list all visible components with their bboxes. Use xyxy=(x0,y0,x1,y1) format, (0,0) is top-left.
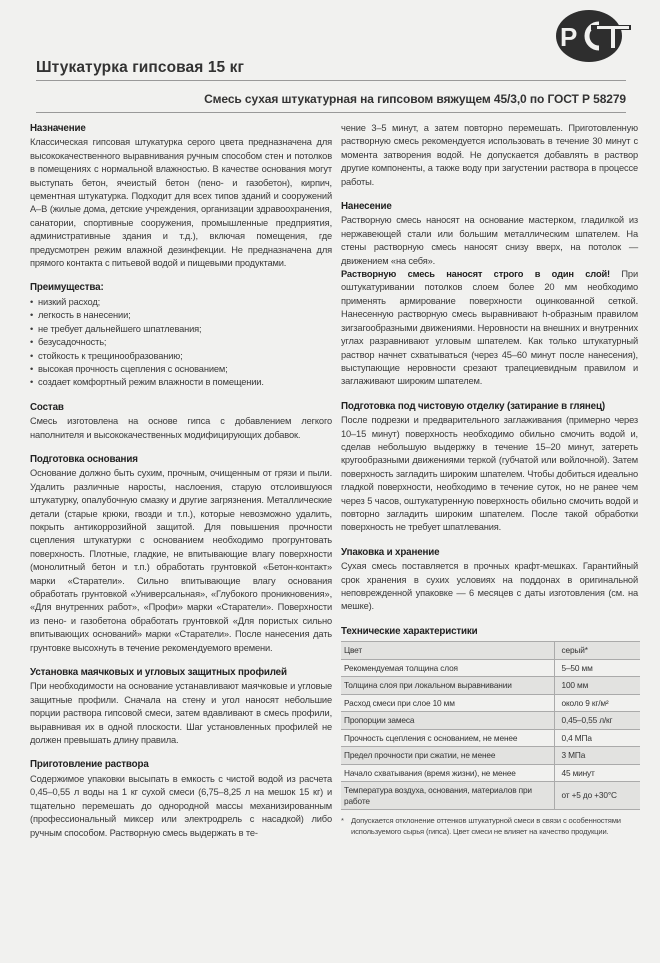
list-item: • низкий расход; xyxy=(30,296,332,309)
list-item: • не требует дальнейшего шпатлевания; xyxy=(30,323,332,336)
spec-label: Пропорции замеса xyxy=(341,712,554,730)
spec-value: 3 МПа xyxy=(554,747,640,765)
specs-heading: Технические характеристики xyxy=(341,625,478,637)
rst-certification-icon xyxy=(553,8,633,64)
table-row xyxy=(341,712,640,730)
purpose-section xyxy=(30,122,332,270)
title-divider xyxy=(36,80,626,81)
spec-value: 5–50 мм xyxy=(554,659,640,677)
application-text-1: Растворную смесь наносят на основание мастерком, гладилкой из нержавеющей стали или большим металлическим шпателем. На стены растворную смесь наносят снизу вверх, на потолок — движением «на себя». xyxy=(341,215,638,266)
base-prep-text: Основание должно быть сухим, прочным, очищенным от грязи и пыли. Удалить различные наросты, наслоения, старую отслоившуюся штукатурку, опалубочную смазку и другие загрязнения. Металлические детали (старые крюки, гвозди и т.п.), которые невозможно удалить, покрыть антикоррозийной защитой. Для повышения прочности сцепления штукатурки с основанием необходимо прогрунтовать поверхность. Плотные, гладкие, не впитывающие влагу поверхности (монолитный бетон и т.п.) обработать грунтовкой «Бетон-контакт» марки «Старатели». Сильно впитывающие влагу основания обработать грунтовкой «Универсальная», «Глубокого проникновения», «Для внутренних работ», «Профи» марки «Старатели». Поверхности из пено- и газобетона обработать грунтовкой «Для пористых сильно впитывающих оснований» марки «Старатели». После нанесения дать грунтовке высохнуть в течение рекомендуемого времени. xyxy=(30,468,332,653)
advantages-list xyxy=(30,296,332,390)
mortar-prep-text: Содержимое упаковки высыпать в емкость с чистой водой из расчета 0,45–0,55 л воды на 1 кг сухой смеси (6,75–8,25 л на мешок 15 кг) и тщательно перемешать до однородной массы механизированным (профессиональный миксер или электродрель с насадкой) либо ручным способом. Растворную смесь выдержать в те- xyxy=(30,773,332,838)
spec-label: Рекомендуемая толщина слоя xyxy=(341,659,554,677)
composition-text: Смесь изготовлена на основе гипса с добавлением легкого наполнителя и высококачественных модифицирующих добавок. xyxy=(30,416,332,440)
advantages-heading: Преимущества: xyxy=(30,282,104,294)
list-item: • создает комфортный режим влажности в помещении. xyxy=(30,376,332,389)
table-row xyxy=(341,729,640,747)
table-row xyxy=(341,782,640,810)
svg-text:Р: Р xyxy=(560,22,578,52)
application-text xyxy=(341,214,638,388)
table-row xyxy=(341,694,640,712)
mortar-prep-heading: Приготовление раствора xyxy=(30,759,149,771)
table-row xyxy=(341,764,640,782)
left-column xyxy=(30,122,332,851)
product-title: Штукатурка гипсовая 15 кг xyxy=(36,59,245,76)
profiles-section xyxy=(30,666,332,747)
profiles-text: При необходимости на основание устанавливают маячковые и угловые защитные профили. Сначала на стену и угол наносят небольшие порции раствора гипсовой смеси, затем вдавливают в смесь профили, выравнивая их в одной плоскости. Шаг установленных профилей не должен превышать длину правила. xyxy=(30,681,332,746)
table-row xyxy=(341,747,640,765)
spec-value: от +5 до +30°С xyxy=(554,782,640,810)
footnote xyxy=(341,816,638,837)
table-row xyxy=(341,677,640,695)
product-subtitle: Смесь сухая штукатурная на гипсовом вяжущем 45/3,0 по ГОСТ Р 58279 xyxy=(204,92,626,106)
list-item: • легкость в нанесении; xyxy=(30,309,332,322)
spec-value: 0,4 МПа xyxy=(554,729,640,747)
application-text-2: При оштукатуривании потолков слоем более 20 мм необходимо применять армирование поверхности оцинкованной сеткой. Нанесенную растворную смесь выравнивают h-образным правилом зигзагообразными движениями. Неровности на внешних и внутренних углах разравнивают угловым шпателем. Как только штукатурный раствор начнет схватываться (через 45–60 минут после нанесения), выступающие неровности срезают трапециевидным правилом и заглаживают широким шпателем. xyxy=(341,269,638,387)
spec-value: серый* xyxy=(554,642,640,660)
base-prep-section xyxy=(30,453,332,655)
spec-label: Температура воздуха, основания, материалов при работе xyxy=(341,782,554,810)
specs-section xyxy=(341,625,638,810)
purpose-text: Классическая гипсовая штукатурка серого цвета предназначена для высококачественного выравнивания ручным способом стен и потолков в помещениях с нормальной влажностью. В качестве основания могут выступать бетон, ячеистый бетон (пено- и газобетон), кирпич, цементная штукатурка. Подходит для всех типов зданий и сооружений А–В (жилые дома, детские учреждения, организации здравоохранения, санатории, спортивные сооружения, промышленные предприятия, административные здания и т.д.), включая помещения, где предусмотрен режим влажной дезинфекции. Не предназначена для прямого контакта с питьевой водой и пищевыми продуктами. xyxy=(30,137,332,269)
spec-label: Предел прочности при сжатии, не менее xyxy=(341,747,554,765)
list-item: • безусадочность; xyxy=(30,336,332,349)
list-item: • высокая прочность сцепления с основанием; xyxy=(30,363,332,376)
spec-value: 45 минут xyxy=(554,764,640,782)
base-prep-heading: Подготовка основания xyxy=(30,453,138,465)
footnote-marker: * xyxy=(341,816,344,826)
spec-label: Цвет xyxy=(341,642,554,660)
packaging-heading: Упаковка и хранение xyxy=(341,546,440,558)
subtitle-divider xyxy=(36,112,626,113)
spec-label: Начало схватывания (время жизни), не менее xyxy=(341,764,554,782)
application-warning: Растворную смесь наносят строго в один слой! xyxy=(341,269,610,280)
spec-value: 100 мм xyxy=(554,677,640,695)
finishing-section xyxy=(341,400,638,535)
spec-label: Расход смеси при слое 10 мм xyxy=(341,694,554,712)
finishing-heading: Подготовка под чистовую отделку (затирание в глянец) xyxy=(341,400,605,412)
composition-section xyxy=(30,401,332,442)
finishing-text: После подрезки и предварительного заглаживания (примерно через 10–15 минут) поверхность необходимо обильно смочить водой и, сделав небольшую выдержку в течение 15–20 минут, затереть кругообразными движениями теркой (губчатой или войлочной). Затем поверхность загладить широким шпателем. Чтобы добиться идеально гладкой поверхности, необходимо в течение суток, но не ранее чем через 5 часов, оштукатуренную поверхность обильно смочить водой и повторно загладить широким шпателем. После такой обработки поверхность не требует шпатлевания. xyxy=(341,415,638,533)
application-section xyxy=(341,200,638,389)
table-row xyxy=(341,642,640,660)
list-item: • стойкость к трещинообразованию; xyxy=(30,350,332,363)
profiles-heading: Установка маячковых и угловых защитных профилей xyxy=(30,667,287,679)
spec-label: Толщина слоя при локальном выравнивании xyxy=(341,677,554,695)
table-row xyxy=(341,659,640,677)
mortar-prep-continued xyxy=(341,122,638,189)
right-column xyxy=(341,122,638,837)
specs-table xyxy=(341,641,640,810)
spec-label: Прочность сцепления с основанием, не менее xyxy=(341,729,554,747)
mortar-prep-section xyxy=(30,758,332,839)
spec-value: 0,45–0,55 л/кг xyxy=(554,712,640,730)
spec-value: около 9 кг/м² xyxy=(554,694,640,712)
packaging-section xyxy=(341,546,638,614)
application-heading: Нанесение xyxy=(341,201,392,213)
advantages-section xyxy=(30,281,332,389)
footnote-text: Допускается отклонение оттенков штукатурной смеси в связи с особенностями используемого сырья (гипса). Цвет смеси не влияет на качество продукции. xyxy=(351,816,621,836)
mortar-prep-text-cont: чение 3–5 минут, а затем повторно перемешать. Приготовленную растворную смесь рекомендуется использовать в течение 30 минут с момента затворения водой. Не допускается добавлять в раствор другие компоненты, а также воду при загустении раствора в процессе работы. xyxy=(341,123,638,187)
purpose-heading: Назначение xyxy=(30,123,86,134)
composition-heading: Состав xyxy=(30,401,64,413)
packaging-text: Сухая смесь поставляется в прочных крафт-мешках. Гарантийный срок хранения в сухих условиях на поддонах в оригинальной неповрежденной упаковке — 6 месяцев с даты изготовления (см. на мешке). xyxy=(341,561,638,612)
